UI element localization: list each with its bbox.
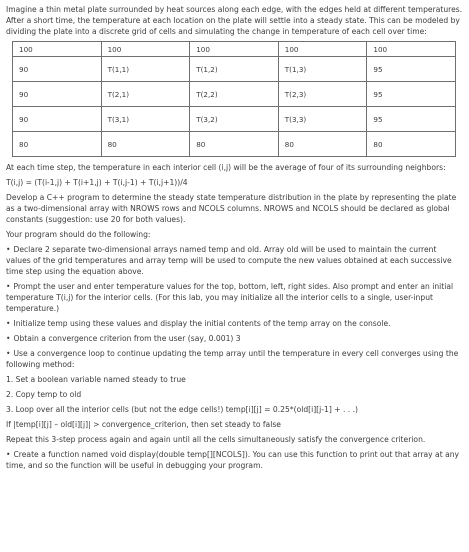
formula-line: T(i,j) = (T(i-1,j) + T(i+1,j) + T(i,j-1) + T(i,j+1))/4 — [6, 178, 188, 187]
grid-cell: 100 — [367, 42, 456, 57]
develop-paragraph: Develop a C++ program to determine the steady state temperature distribution in the plate by representing the plate as a two-dimensional array with NROWS rows and NCOLS columns. NROWS and NCOLS should be declared as global constants (suggestion: use 20 for both values). — [6, 193, 457, 224]
bullet-convergence-criterion: • Obtain a convergence criterion from the user (say, 0.001) 3 — [6, 333, 463, 344]
grid-row-2 — [13, 82, 456, 107]
bullet-display-function: • Create a function named void display(double temp[][NCOLS]). You can use this function to print out that array at any time, and so the function will be useful in debugging your program. — [6, 449, 463, 471]
step-1: 1. Set a boolean variable named steady to true — [6, 375, 186, 384]
bullet-initialize-temp: • Initialize temp using these values and display the initial contents of the temp array on the console. — [6, 318, 463, 329]
grid-cell: 90 — [13, 107, 102, 132]
grid-cell: 100 — [190, 42, 279, 57]
grid-cell: 100 — [13, 42, 102, 57]
temperature-grid-table — [12, 41, 456, 157]
steady-condition: If |temp[i][j] – old[i][j]| > convergence_criterion, then set steady to false — [6, 420, 281, 429]
grid-cell: 80 — [101, 132, 190, 157]
grid-cell: 80 — [190, 132, 279, 157]
grid-cell: 80 — [13, 132, 102, 157]
neighbors-paragraph: At each time step, the temperature in each interior cell (i,j) will be the average of four of its surrounding neighbors: — [6, 163, 446, 172]
bullet-convergence-loop: • Use a convergence loop to continue updating the temp array until the temperature in every cell converges using the following method: — [6, 348, 463, 370]
grid-cell: 100 — [278, 42, 367, 57]
step-2: 2. Copy temp to old — [6, 390, 82, 399]
grid-cell: 90 — [13, 82, 102, 107]
grid-cell: T(1,1) — [101, 57, 190, 82]
bullet-prompt-user: • Prompt the user and enter temperature values for the top, bottom, left, right sides. Also prompt and enter an initial temperature T(i,j) for the interior cells. (For this lab, you may initialize all the interior cells to a single, user-input temperature.) — [6, 281, 463, 314]
grid-cell: T(3,3) — [278, 107, 367, 132]
grid-cell: T(3,2) — [190, 107, 279, 132]
bullet-declare-arrays: • Declare 2 separate two-dimensional arrays named temp and old. Array old will be used to maintain the current values of the grid temperatures and array temp will be used to compute the new values obtained at each successive time step using the equation above. — [6, 244, 463, 277]
grid-row-3 — [13, 107, 456, 132]
repeat-paragraph: Repeat this 3-step process again and again until all the cells simultaneously satisfy the convergence criterion. — [6, 435, 426, 444]
grid-cell: T(1,3) — [278, 57, 367, 82]
grid-cell: T(2,2) — [190, 82, 279, 107]
grid-cell: 90 — [13, 57, 102, 82]
grid-row-bottom — [13, 132, 456, 157]
intro-paragraph: Imagine a thin metal plate surrounded by heat sources along each edge, with the edges held at different temperatures. After a short time, the temperature at each location on the plate will settle into a steady state. This can be modeled by dividing the plate into a discrete grid of cells and simulating the change in temperature of each cell over time: — [6, 5, 463, 36]
grid-cell: 95 — [367, 82, 456, 107]
grid-cell: 95 — [367, 57, 456, 82]
grid-cell: 95 — [367, 107, 456, 132]
grid-row-1 — [13, 57, 456, 82]
requirements-heading: Your program should do the following: — [6, 230, 151, 239]
grid-cell: T(1,2) — [190, 57, 279, 82]
grid-cell: 100 — [101, 42, 190, 57]
grid-cell: 80 — [278, 132, 367, 157]
grid-cell: T(3,1) — [101, 107, 190, 132]
grid-cell: 80 — [367, 132, 456, 157]
grid-cell: T(2,1) — [101, 82, 190, 107]
grid-cell: T(2,3) — [278, 82, 367, 107]
grid-row-top — [13, 42, 456, 57]
step-3: 3. Loop over all the interior cells (but not the edge cells!) temp[i][j] = 0.25*(old[i][j-1] + . . .) — [6, 405, 359, 414]
